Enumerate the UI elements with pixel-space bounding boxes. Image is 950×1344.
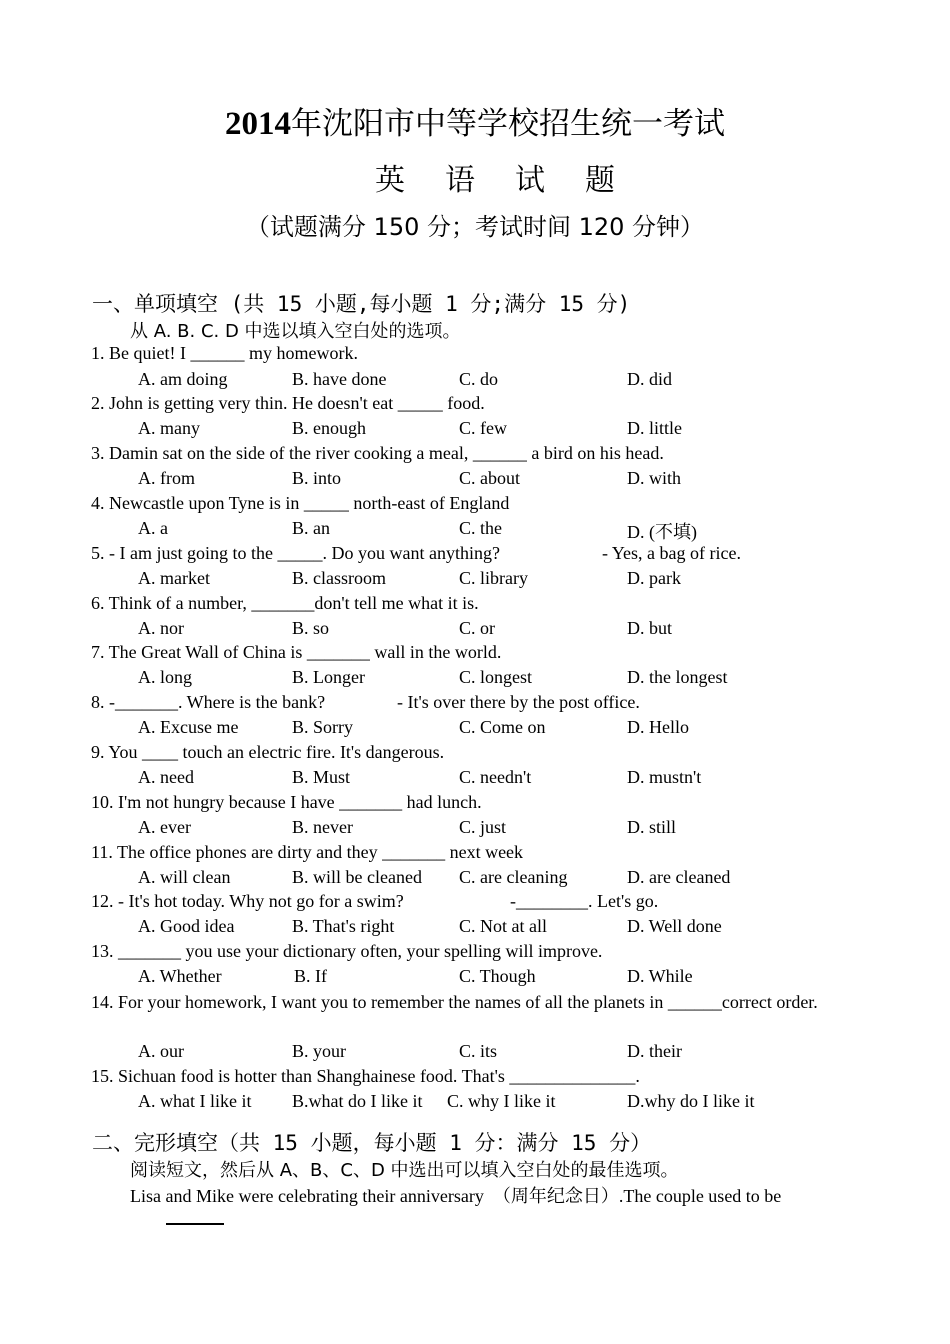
exam-title-text: 年沈阳市中等学校招生统一考试: [291, 106, 725, 142]
option-a: A. many: [138, 418, 200, 438]
option-a: A. will clean: [138, 867, 231, 887]
question-stem: 14. For your homework, I want you to remember the names of all the planets in ______correct order.: [91, 992, 818, 1012]
option-c: C. Not at all: [459, 916, 547, 936]
section2-heading: 二、完形填空（共 15 小题，每小题 1 分：满分 15 分）: [92, 1131, 652, 1155]
option-c: C. or: [459, 618, 495, 638]
question-stem: 12. - It's hot today. Why not go for a swim?: [91, 891, 404, 911]
question-stem: 15. Sichuan food is hotter than Shanghainese food. That's ______________.: [91, 1066, 640, 1086]
option-d: D. While: [627, 966, 693, 986]
option-b: B. an: [292, 518, 330, 538]
question-stem: 6. Think of a number, _______don't tell me what it is.: [91, 593, 479, 613]
option-a: A. Good idea: [138, 916, 235, 936]
section1-heading: 一、单项填空 (共 15 小题,每小题 1 分;满分 15 分): [92, 292, 631, 316]
question-stem: 9. You ____ touch an electric fire. It's dangerous.: [91, 742, 445, 762]
option-a: A. market: [138, 568, 210, 588]
option-c: C. about: [459, 468, 520, 488]
option-b: B.what do I like it: [292, 1091, 423, 1111]
option-c: C. library: [459, 568, 528, 588]
option-d: D. still: [627, 817, 677, 837]
option-c: C. longest: [459, 667, 533, 687]
option-c: C. are cleaning: [459, 867, 568, 887]
option-a: A. our: [138, 1041, 184, 1061]
option-a: A. ever: [138, 817, 191, 837]
question-stem: 11. The office phones are dirty and they _______ next week: [91, 842, 524, 862]
option-c: C. few: [459, 418, 507, 438]
option-d: D. are cleaned: [627, 867, 731, 887]
question-stem: 5. - I am just going to the _____. Do you want anything?: [91, 543, 500, 563]
option-a: A. Excuse me: [138, 717, 239, 737]
option-d: D.why do I like it: [627, 1091, 755, 1111]
question-stem: 8. -_______. Where is the bank?: [91, 692, 326, 712]
option-c: C. why I like it: [447, 1091, 556, 1111]
exam-year: 2014: [225, 106, 291, 142]
exam-title: [0, 98, 950, 143]
question-stem: 7. The Great Wall of China is _______ wall in the world.: [91, 642, 502, 662]
question-reply: -________. Let's go.: [510, 891, 659, 911]
option-b: B. Longer: [292, 667, 365, 687]
exam-note: （试题满分 150 分；考试时间 120 分钟）: [245, 213, 705, 241]
option-b: B. That's right: [292, 916, 395, 936]
option-d: D. with: [627, 468, 681, 488]
option-d: D. Hello: [627, 717, 689, 737]
option-b: B. never: [292, 817, 353, 837]
option-b: B. your: [292, 1041, 346, 1061]
option-a: A. long: [138, 667, 192, 687]
question-stem: 4. Newcastle upon Tyne is in _____ north-east of England: [91, 493, 510, 513]
option-b: B. will be cleaned: [292, 867, 422, 887]
section1-instruction: 从 A. B. C. D 中选以填入空白处的选项。: [130, 321, 461, 342]
question-reply: - Yes, a bag of rice.: [602, 543, 741, 563]
option-a: A. from: [138, 468, 195, 488]
question-stem: 3. Damin sat on the side of the river cooking a meal, ______ a bird on his head.: [91, 443, 664, 463]
option-c: C. Come on: [459, 717, 546, 737]
option-a: A. am doing: [138, 369, 228, 389]
cloze-passage: Lisa and Mike were celebrating their anniversary （周年纪念日）.The couple used to be: [130, 1186, 782, 1206]
question-reply: - It's over there by the post office.: [397, 692, 640, 712]
option-b: B. into: [292, 468, 342, 488]
answer-blank: [166, 1223, 224, 1225]
option-a: A. need: [138, 767, 194, 787]
option-b: B. If: [294, 966, 327, 986]
option-b: B. so: [292, 618, 330, 638]
option-c: C. do: [459, 369, 499, 389]
question-stem: 10. I'm not hungry because I have _______ had lunch.: [91, 792, 482, 812]
option-a: A. what I like it: [138, 1091, 252, 1111]
option-d: D. Well done: [627, 916, 722, 936]
option-a: A. Whether: [138, 966, 222, 986]
option-d: D. but: [627, 618, 672, 638]
option-d: D. their: [627, 1041, 682, 1061]
option-d: D. little: [627, 418, 682, 438]
option-c: C. needn't: [459, 767, 532, 787]
option-d: D. mustn't: [627, 767, 702, 787]
option-d: D. (不填): [627, 522, 697, 542]
question-stem: 13. _______ you use your dictionary often, your spelling will improve.: [91, 941, 603, 961]
option-b: B. enough: [292, 418, 366, 438]
option-c: C. the: [459, 518, 502, 538]
subject-title: 英语试题: [375, 163, 655, 198]
question-stem: 2. John is getting very thin. He doesn't eat _____ food.: [91, 393, 485, 413]
option-a: A. nor: [138, 618, 184, 638]
option-c: C. just: [459, 817, 507, 837]
question-stem: 1. Be quiet! I ______ my homework.: [91, 343, 358, 363]
option-c: C. Though: [459, 966, 536, 986]
option-b: B. have done: [292, 369, 387, 389]
option-d: D. did: [627, 369, 672, 389]
option-d: D. the longest: [627, 667, 728, 687]
option-d: D. park: [627, 568, 681, 588]
option-c: C. its: [459, 1041, 498, 1061]
section2-instruction: 阅读短文，然后从 A、B、C、D 中选出可以填入空白处的最佳选项。: [130, 1160, 679, 1181]
option-b: B. classroom: [292, 568, 386, 588]
option-b: B. Must: [292, 767, 351, 787]
option-b: B. Sorry: [292, 717, 354, 737]
option-a: A. a: [138, 518, 168, 538]
